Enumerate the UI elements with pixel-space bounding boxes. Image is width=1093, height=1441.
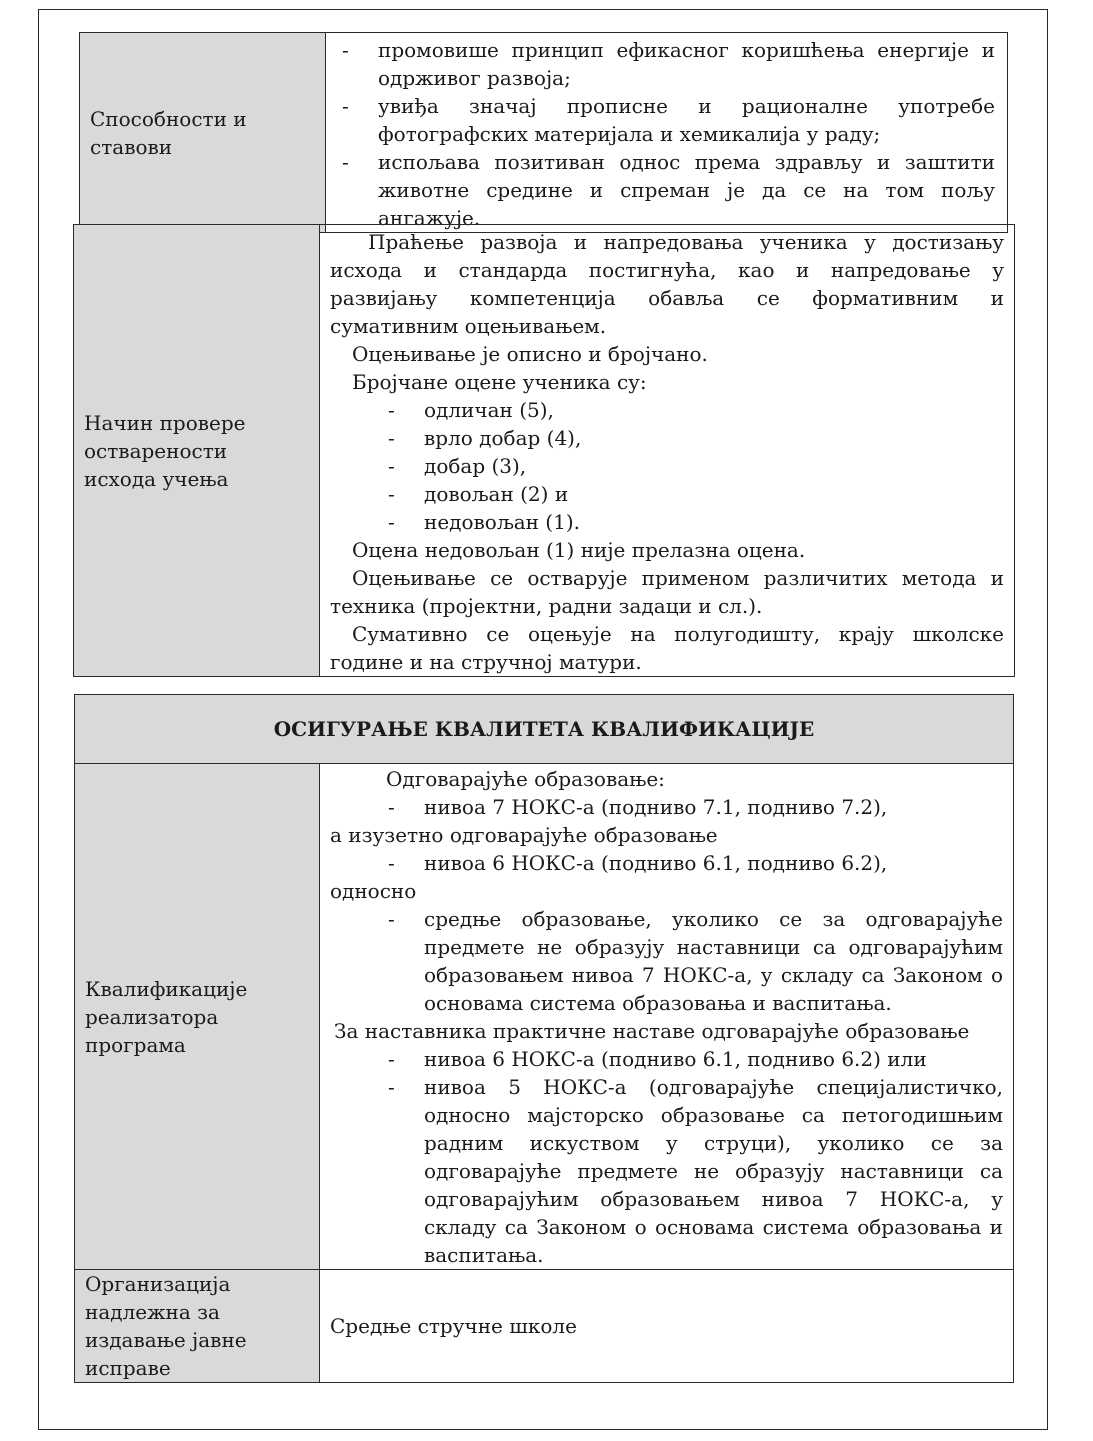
list-item: - нивоа 6 НОКС-а (подниво 6.1, подниво 6.2), — [388, 851, 888, 875]
list-item: - нивоа 7 НОКС-а (подниво 7.1, подниво 7.2), — [388, 795, 888, 819]
skills-attitudes-label: Способности и ставови — [90, 106, 247, 159]
list-item: - промовише принцип ефикасног коришћења енергије и одрживог развоја; — [342, 38, 995, 90]
list-item: - средње образовање, уколико се за одговарајуће предмете не образују наставници са одговарајућим образовањем нивоа 7 НОКС-а, у складу са Законом о основама система образовања и васпитања. — [388, 907, 1003, 1015]
assessment-table — [73, 224, 1015, 677]
skills-attitudes-label-cell — [80, 33, 326, 233]
list-item: - испољава позитиван однос према здрављу и заштити животне средине и спреман је да се на том пољу ангажује. — [342, 150, 995, 230]
issuer-value-cell — [320, 1270, 1014, 1383]
issuer-value: Средње стручне школе — [330, 1314, 577, 1338]
assessment-content — [320, 225, 1015, 677]
issuer-label: Организација надлежна за издавање јавне исправе — [85, 1272, 247, 1380]
assessment-intro: Праћење развоја и напредовања ученика у достизању исхода и стандарда постигнућа, као и напредовање у развијању компетенција обавља се формативним и сумативним оцењивањем. — [330, 230, 1004, 338]
skills-attitudes-table — [79, 32, 1008, 233]
qual-line-4: За наставника практичне наставе одговарајуће образовање — [334, 1019, 970, 1043]
qual-line-2: а изузетно одговарајуће образовање — [330, 823, 718, 847]
assessment-type: Оцењивање је описно и бројчано. — [352, 342, 708, 366]
assessment-label-cell — [74, 225, 320, 677]
qualifications-content — [320, 764, 1014, 1270]
qual-list-2 — [330, 849, 1003, 877]
list-item: - одличан (5), — [388, 398, 554, 422]
methods-note: Оцењивање се остварује применом различитих метода и техника (пројектни, радни задаци и сл.). — [330, 566, 1004, 618]
section-heading: ОСИГУРАЊЕ КВАЛИТЕТА КВАЛИФИКАЦИЈЕ — [273, 717, 815, 741]
list-item: - врло добар (4), — [388, 426, 582, 450]
assessment-label: Начин провере остварености исхода учења — [84, 410, 246, 491]
quality-assurance-table — [74, 694, 1014, 1383]
section-heading-cell — [75, 695, 1014, 764]
qualifications-label: Квалификације реализатора програма — [85, 976, 248, 1057]
list-item: - недовољан (1). — [388, 510, 580, 534]
qual-list-3 — [330, 905, 1003, 1017]
list-item: - нивоа 6 НОКС-а (подниво 6.1, подниво 6.2) или — [388, 1047, 927, 1071]
grades-list — [330, 396, 1004, 536]
qualifications-label-cell — [75, 764, 320, 1270]
qual-line-1: Одговарајуће образовање: — [386, 767, 665, 791]
issuer-label-cell — [75, 1270, 320, 1383]
failing-grade-note: Оцена недовољан (1) није прелазна оцена. — [352, 538, 806, 562]
summative-note: Сумативно се оцењује на полугодишту, крају школске године и на стручној матури. — [330, 622, 1004, 674]
qual-list-1 — [330, 793, 1003, 821]
list-item: - увиђа значај прописне и рационалне употребе фотографских материјала и хемикалија у раду; — [342, 94, 995, 146]
list-item: - довољан (2) и — [388, 482, 569, 506]
qual-list-4 — [330, 1045, 1003, 1269]
list-item: - нивоа 5 НОКС-а (одговарајуће специјалистичко, односно мајсторско образовање са петогодишњим радним искуством у струци), уколико се за одговарајуће предмете не образују наставници са одговарајућим образовањем нивоа 7 НОКС-а, у складу са Законом о основама система образовања и васпитања. — [388, 1075, 1003, 1267]
skills-attitudes-content — [326, 33, 1008, 233]
grades-intro: Бројчане оцене ученика су: — [352, 370, 647, 394]
qual-line-3: односно — [330, 879, 417, 903]
skills-list — [336, 36, 995, 232]
list-item: - добар (3), — [388, 454, 527, 478]
